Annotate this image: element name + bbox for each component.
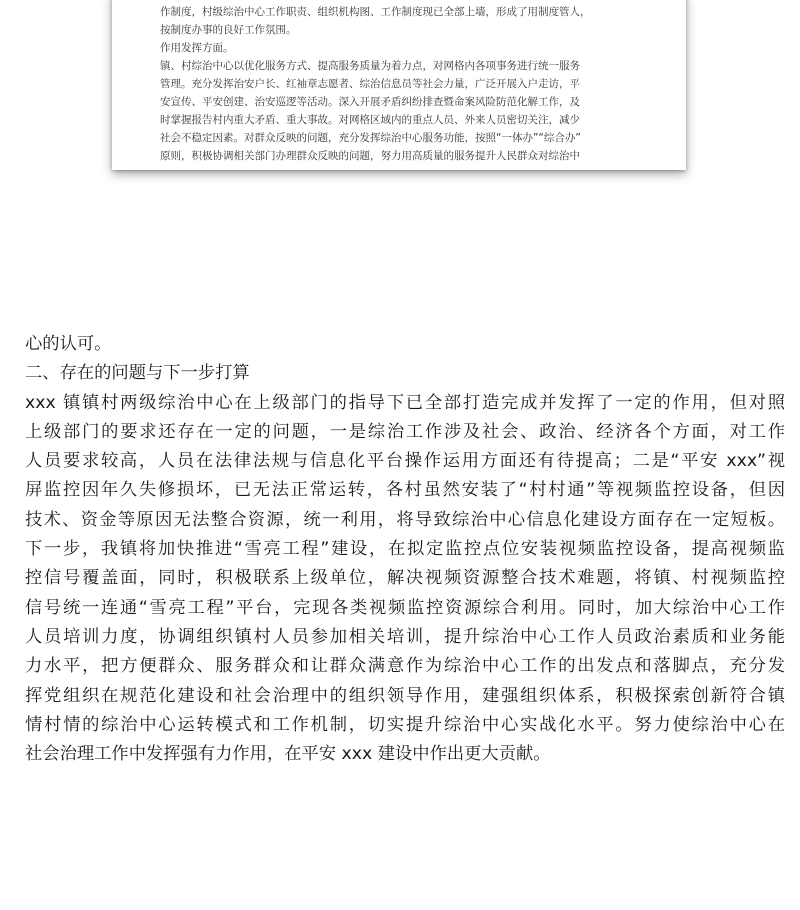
body-line: 技术、资金等原因无法整合资源，统一利用，将导致综治中心信息化建设方面存在一定短板。 <box>25 509 785 530</box>
body-line: 社会治理工作中发挥强有力作用，在平安 xxx 建设中作出更大贡献。 <box>25 744 551 765</box>
body-line: 控信号覆盖面，同时，积极联系上级单位，解决视频资源整合技术难题，将镇、村视频监控 <box>25 568 785 589</box>
preview-line: 管理。充分发挥治安户长、红袖章志愿者、综治信息员等社会力量，广泛开展入户走访，平 <box>160 78 580 90</box>
preview-line: 社会不稳定因素。对群众反映的问题，充分发挥综治中心服务功能，按照“一体办”“综合办” <box>160 132 581 144</box>
body-line: 力水平，把方便群众、服务群众和让群众满意作为综治中心工作的出发点和落脚点，充分发 <box>25 656 785 677</box>
paragraph-tail: 心的认可。 <box>25 334 112 354</box>
body-line: 上级部门的要求还存在一定的问题，一是综治工作涉及社会、政治、经济各个方面，对工作 <box>25 421 785 442</box>
preview-line: 镇、村综治中心以优化服务方式、提高服务质量为着力点，对网格内各项事务进行统一服务 <box>160 60 580 72</box>
preview-line: 时掌握报告村内重大矛盾、重大事故。对网格区域内的重点人员、外来人员密切关注，减少 <box>160 114 580 126</box>
preview-line: 安宣传、平安创建、治安巡逻等活动。深入开展矛盾纠纷排查暨命案风险防范化解工作，及 <box>160 96 580 108</box>
preview-line: 原则，积极协调相关部门办理群众反映的问题，努力用高质量的服务提升人民群众对综治中 <box>160 150 580 162</box>
preview-line: 按制度办事的良好工作氛围。 <box>160 24 297 36</box>
document-body <box>25 330 785 769</box>
preview-line: 作用发挥方面。 <box>160 42 234 54</box>
body-line: 挥党组织在规范化建设和社会治理中的组织领导作用，建强组织体系，积极探索创新符合镇 <box>25 685 785 706</box>
body-line: xxx 镇镇村两级综治中心在上级部门的指导下已全部打造完成并发挥了一定的作用，但对照 <box>25 392 785 413</box>
body-line: 屏监控因年久失修损坏，已无法正常运转，各村虽然安装了“村村通”等视频监控设备，但因 <box>25 480 785 501</box>
preview-text-block <box>160 0 650 165</box>
preview-line: 作制度，村级综治中心工作职责、组织机构图、工作制度现已全部上墙，形成了用制度管人， <box>160 6 591 18</box>
section-heading: 二、存在的问题与下一步打算 <box>25 363 250 384</box>
page-preview-thumbnail <box>112 0 686 170</box>
body-line: 人员要求较高，人员在法律法规与信息化平台操作运用方面还有待提高；二是“平安 xxx”视 <box>25 451 785 472</box>
body-line: 下一步，我镇将加快推进“雪亮工程”建设，在拟定监控点位安装视频监控设备，提高视频监 <box>25 539 785 560</box>
body-line: 情村情的综治中心运转模式和工作机制，切实提升综治中心实战化水平。努力使综治中心在 <box>25 714 785 735</box>
body-line: 人员培训力度，协调组织镇村人员参加相关培训，提升综治中心工作人员政治素质和业务能 <box>25 626 785 647</box>
body-line: 信号统一连通“雪亮工程”平台，完现各类视频监控资源综合利用。同时，加大综治中心工作 <box>25 597 785 618</box>
